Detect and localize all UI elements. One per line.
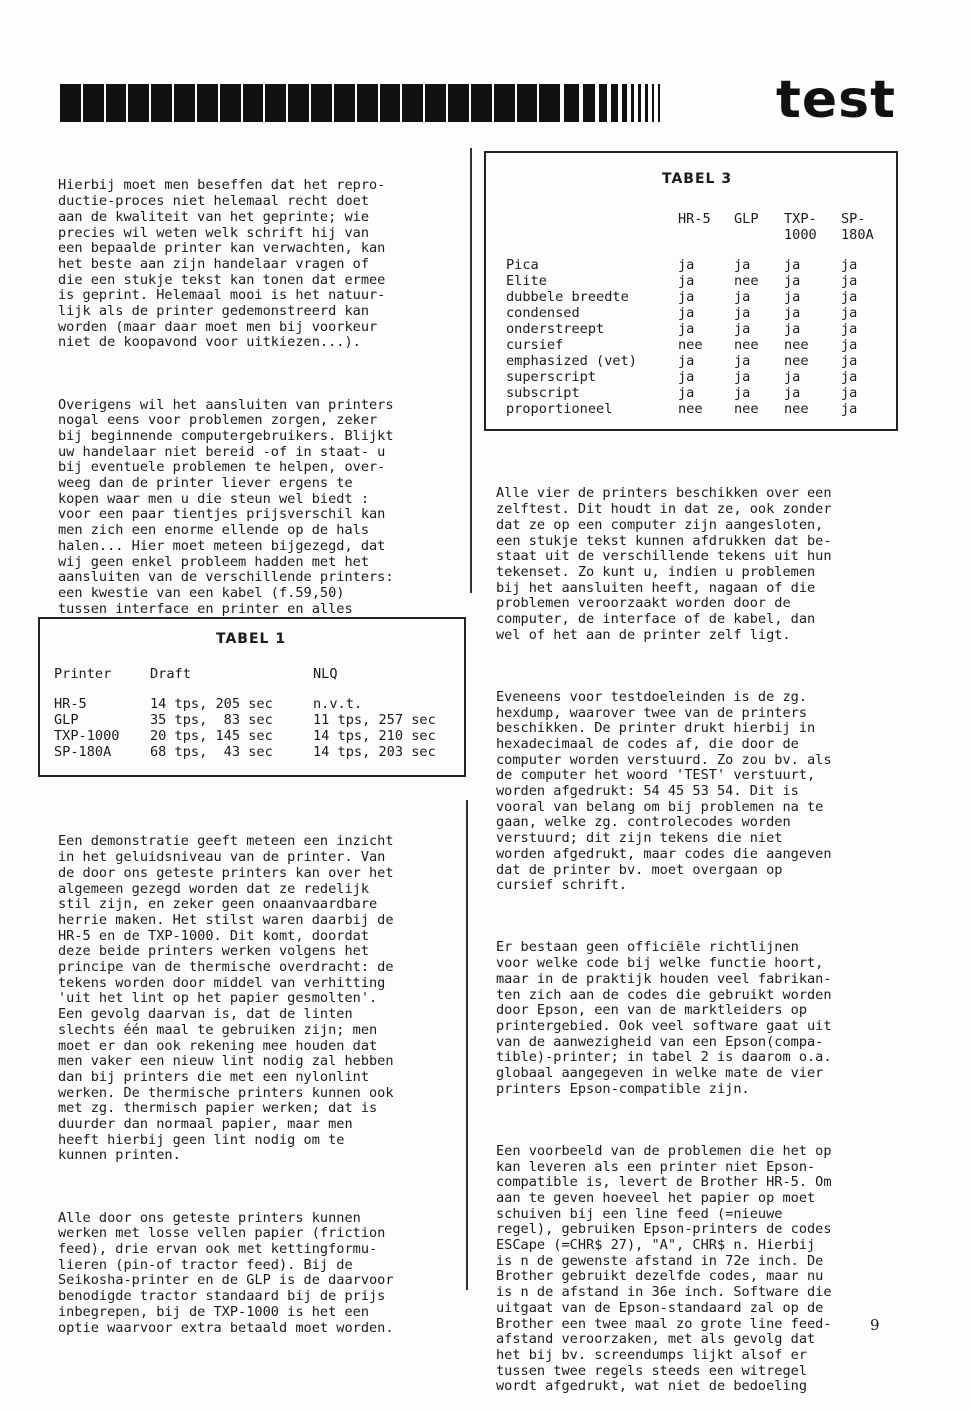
header-bar-block	[380, 84, 401, 122]
table-1	[54, 666, 436, 760]
table-cell: ja	[734, 257, 751, 273]
table-row	[54, 728, 436, 744]
table-cell: ja	[784, 257, 801, 273]
table-cell: ja	[784, 273, 801, 289]
table-cell: ja	[841, 305, 858, 321]
table-row	[54, 696, 436, 712]
table-cell: ja	[734, 385, 751, 401]
header-cell	[506, 211, 678, 243]
table-cell: condensed	[506, 305, 580, 321]
table-cell: 11 tps, 257 sec	[313, 712, 436, 728]
table-cell: ja	[841, 369, 858, 385]
section-title: test	[776, 70, 896, 130]
table-row	[506, 385, 874, 401]
header-bar-block	[334, 84, 355, 122]
header-bar-graphic	[60, 84, 660, 122]
column-divider	[466, 800, 468, 1290]
table-header-row	[54, 666, 436, 682]
table-cell: ja	[734, 305, 751, 321]
table-cell: nee	[734, 401, 759, 417]
table-row	[506, 273, 874, 289]
table-cell: TXP-1000	[54, 728, 120, 744]
table-cell: nee	[734, 337, 759, 353]
table-cell: ja	[678, 305, 695, 321]
right-column	[496, 455, 896, 1411]
header-bar-block	[471, 84, 492, 122]
table-cell: cursief	[506, 337, 564, 353]
table-cell: proportioneel	[506, 401, 613, 417]
table-cell: ja	[784, 305, 801, 321]
table-cell: nee	[734, 273, 759, 289]
paragraph: Overigens wil het aansluiten van printers nogal eens voor problemen zorgen, zeker bij beginnende computergebruikers. Blijkt uw handelaar niet bereid -of in staat- u bij eventuele problemen te helpen, over- weeg dan de printer liever ergens te kopen waar men u die steun wel biedt : voor een paar tientjes prijsverschil kan men zich een enorme ellende op de hals halen... Hier moet meteen bijgezegd, dat wij geen enkel probleem hadden met het aansluiten van de verschillende printers: een kwestie van een kabel (f.59,50) tussen interface en printer en alles	[58, 396, 394, 617]
table-cell: 14 tps, 205 sec	[150, 696, 273, 712]
table-row	[54, 744, 436, 760]
table-cell: ja	[841, 353, 858, 369]
table-cell: nee	[678, 401, 703, 417]
table-cell: ja	[678, 257, 695, 273]
left-column-bottom	[58, 803, 458, 1352]
header-bar-block	[645, 84, 648, 122]
table-1-box	[38, 617, 466, 777]
table-cell: ja	[784, 369, 801, 385]
header-cell: Draft	[150, 666, 191, 682]
header-bar-block	[622, 84, 627, 122]
header-bar-block	[599, 84, 608, 122]
table-row	[506, 289, 874, 305]
header-bar-block	[243, 84, 264, 122]
table-1-title: TABEL 1	[216, 631, 287, 647]
header-bar-block	[197, 84, 218, 122]
header-bar-block	[658, 84, 660, 122]
table-cell: ja	[678, 273, 695, 289]
table-cell: ja	[784, 321, 801, 337]
table-cell: 35 tps, 83 sec	[150, 712, 273, 728]
table-cell: ja	[678, 289, 695, 305]
table-cell: ja	[841, 321, 858, 337]
table-row	[54, 712, 436, 728]
table-row	[506, 321, 874, 337]
table-cell: ja	[841, 401, 858, 417]
table-cell: ja	[734, 289, 751, 305]
header-cell: TXP- 1000	[784, 211, 817, 243]
table-cell: ja	[678, 321, 695, 337]
table-cell: ja	[841, 385, 858, 401]
table-cell: 14 tps, 203 sec	[313, 744, 436, 760]
paragraph: Eveneens voor testdoeleinden is de zg. hexdump, waarover twee van de printers beschikken. De printer drukt hierbij in hexadecimaal de codes af, die door de computer worden verstuurd. Zo zou bv. als de computer het woord 'TEST' verstuurt, worden afgedrukt: 54 45 53 54. Dit is vooral van belang om bij problemen na te gaan, welke zg. controlecodes worden verstuurd; dit zijn tekens die niet worden afgedrukt, maar codes die aangeven dat de printer bv. moet overgaan op cursief schrift.	[496, 688, 832, 894]
table-cell: SP-180A	[54, 744, 112, 760]
table-cell: ja	[678, 385, 695, 401]
header-bar-block	[174, 84, 195, 122]
table-cell: ja	[734, 321, 751, 337]
paragraph: Een voorbeeld van de problemen die het op kan leveren als een printer niet Epson- compatible is, levert de Brother HR-5. Om aan te geven hoeveel het papier op moet schuiven bij een line feed (=nieuwe regel), gebruiken Epson-printers de codes ESCape (=CHR$ 27), "A", CHR$ n. Hierbij is n de gewenste afstand in 72e inch. De Brother gebruikt dezelfde codes, maar nu is n de afstand in 36e inch. Software die uitgaat van de Epson-standaard zal op de Brother een twee maal zo grote line feed- afstand veroorzaken, met als gevolg dat het bij bv. screendumps lijkt alsof er tussen twee regels steeds een witregel wordt afgedrukt, wat niet de bedoeling	[496, 1142, 832, 1395]
header-bar-block	[517, 84, 538, 122]
table-row	[506, 305, 874, 321]
paragraph: Hierbij moet men beseffen dat het repro- ductie-proces niet helemaal recht doet aan de kwaliteit van het geprinte; wie precies wil weten welk schrift hij van een bepaalde printer kan verwachten, kan het beste aan zijn handelaar vragen of die een stukje tekst kan tonen dat ermee is geprint. Helemaal mooi is het natuur- lijk als de printer gedemonstreerd kan worden (maar daar moet men bij voorkeur niet de koopavond voor uitkiezen...).	[58, 177, 386, 351]
table-cell: dubbele breedte	[506, 289, 629, 305]
table-cell: ja	[678, 353, 695, 369]
table-cell: emphasized (vet)	[506, 353, 637, 369]
paragraph: Alle vier de printers beschikken over een zelftest. Dit houdt in dat ze, ook zonder dat ze op een computer zijn aangesloten, een stukje tekst kunnen afdrukken dat be- staat uit de verschillende tekens uit hun tekenset. Zo kunt u, indien u problemen bij het aansluiten heeft, nagaan of die problemen veroorzaakt worden door de computer, de interface of de kabel, dan wel of het aan de printer zelf ligt.	[496, 485, 832, 643]
table-cell: ja	[841, 273, 858, 289]
header-bar-block	[652, 84, 654, 122]
header-bar-block	[60, 84, 81, 122]
header-bar-block	[151, 84, 172, 122]
table-cell: nee	[678, 337, 703, 353]
header-bar-block	[311, 84, 332, 122]
header-bar-block	[106, 84, 127, 122]
table-row	[506, 353, 874, 369]
header-bar-block	[402, 84, 423, 122]
header-bar-block	[583, 84, 594, 122]
header-cell: Printer	[54, 666, 112, 682]
header-bar-block	[220, 84, 241, 122]
table-cell: ja	[841, 337, 858, 353]
paragraph: Alle door ons geteste printers kunnen werken met losse vellen papier (friction feed), drie ervan ook met kettingformu- lieren (pin-of tractor feed). Bij de Seikosha-printer en de GLP is de daarvoor benodigde tractor standaard bij de prijs inbegrepen, bij de TXP-1000 is het een optie waarvoor extra betaald moet worden.	[58, 1209, 394, 1336]
table-row	[506, 337, 874, 353]
column-divider	[470, 148, 472, 593]
table-cell: superscript	[506, 369, 597, 385]
table-header-row	[506, 211, 874, 243]
header-bar-block	[448, 84, 469, 122]
table-cell: 14 tps, 210 sec	[313, 728, 436, 744]
table-cell: ja	[841, 257, 858, 273]
table-cell: nee	[784, 337, 809, 353]
table-cell: GLP	[54, 712, 79, 728]
table-cell: ja	[734, 353, 751, 369]
table-cell: ja	[784, 289, 801, 305]
table-row	[506, 401, 874, 417]
table-row	[506, 369, 874, 385]
header-bar-block	[128, 84, 149, 122]
header-bar-block	[631, 84, 635, 122]
table-cell: nee	[784, 401, 809, 417]
table-cell: ja	[784, 385, 801, 401]
table-cell: ja	[678, 369, 695, 385]
header-bar-block	[611, 84, 618, 122]
paragraph: Een demonstratie geeft meteen een inzicht in het geluidsniveau van de printer. Van de door ons geteste printers kan over het algemeen gezegd worden dat ze redelijk stil zijn, en zeker geen onaanvaardbare herrie maken. Het stilst waren daarbij de HR-5 en de TXP-1000. Dit komt, doordat deze beide printers werken volgens het principe van de thermische overdracht: de tekens worden door middel van verhitting 'uit het lint op het papier gesmolten'. Een gevolg daarvan is, dat de linten slechts één maal te gebruiken zijn; men moet er dan ook rekening mee houden dat men vaker een nieuw lint nodig zal hebben dan bij printers die met een nylonlint werken. De thermische printers kunnen ook met zg. thermisch papier werken; dat is duurder dan normaal papier, maar men heeft hierbij geen lint nodig om te kunnen printen.	[58, 833, 394, 1164]
header-bar-block	[539, 84, 560, 122]
table-3-box	[484, 151, 898, 431]
table-cell: ja	[841, 289, 858, 305]
table-row	[506, 257, 874, 273]
table-cell: 68 tps, 43 sec	[150, 744, 273, 760]
header-bar-block	[357, 84, 378, 122]
paragraph: Er bestaan geen officiële richtlijnen voor welke code bij welke functie hoort, maar in de praktijk houden veel fabrikan- ten zich aan de codes die gebruikt worden door Epson, een van de marktleiders op printergebied. Ook veel software gaat uit van de aanwezigheid van een Epson(compa- tible)-printer; in tabel 2 is daarom o.a. globaal aangegeven in welke mate de vier printers Epson-compatible zijn.	[496, 939, 832, 1097]
header-bar-block	[564, 84, 579, 122]
header-bar-block	[288, 84, 309, 122]
table-cell: Elite	[506, 273, 547, 289]
header-cell: HR-5	[678, 211, 711, 227]
table-3	[506, 211, 874, 417]
table-cell: onderstreept	[506, 321, 605, 337]
header-cell: GLP	[734, 211, 759, 227]
left-column-top	[58, 147, 458, 649]
table-cell: subscript	[506, 385, 580, 401]
header-cell: SP- 180A	[841, 211, 874, 243]
table-cell: n.v.t.	[313, 696, 363, 712]
header-bar-block	[425, 84, 446, 122]
header-bar-block	[83, 84, 104, 122]
table-cell: nee	[784, 353, 809, 369]
header-bar-block	[638, 84, 641, 122]
table-3-title: TABEL 3	[662, 171, 733, 187]
table-cell: ja	[734, 369, 751, 385]
page-number: 9	[870, 1316, 880, 1334]
table-cell: Pica	[506, 257, 539, 273]
header-bar-block	[265, 84, 286, 122]
table-cell: 20 tps, 145 sec	[150, 728, 273, 744]
table-cell: HR-5	[54, 696, 87, 712]
header-bar-block	[494, 84, 515, 122]
header-cell: NLQ	[313, 666, 338, 682]
